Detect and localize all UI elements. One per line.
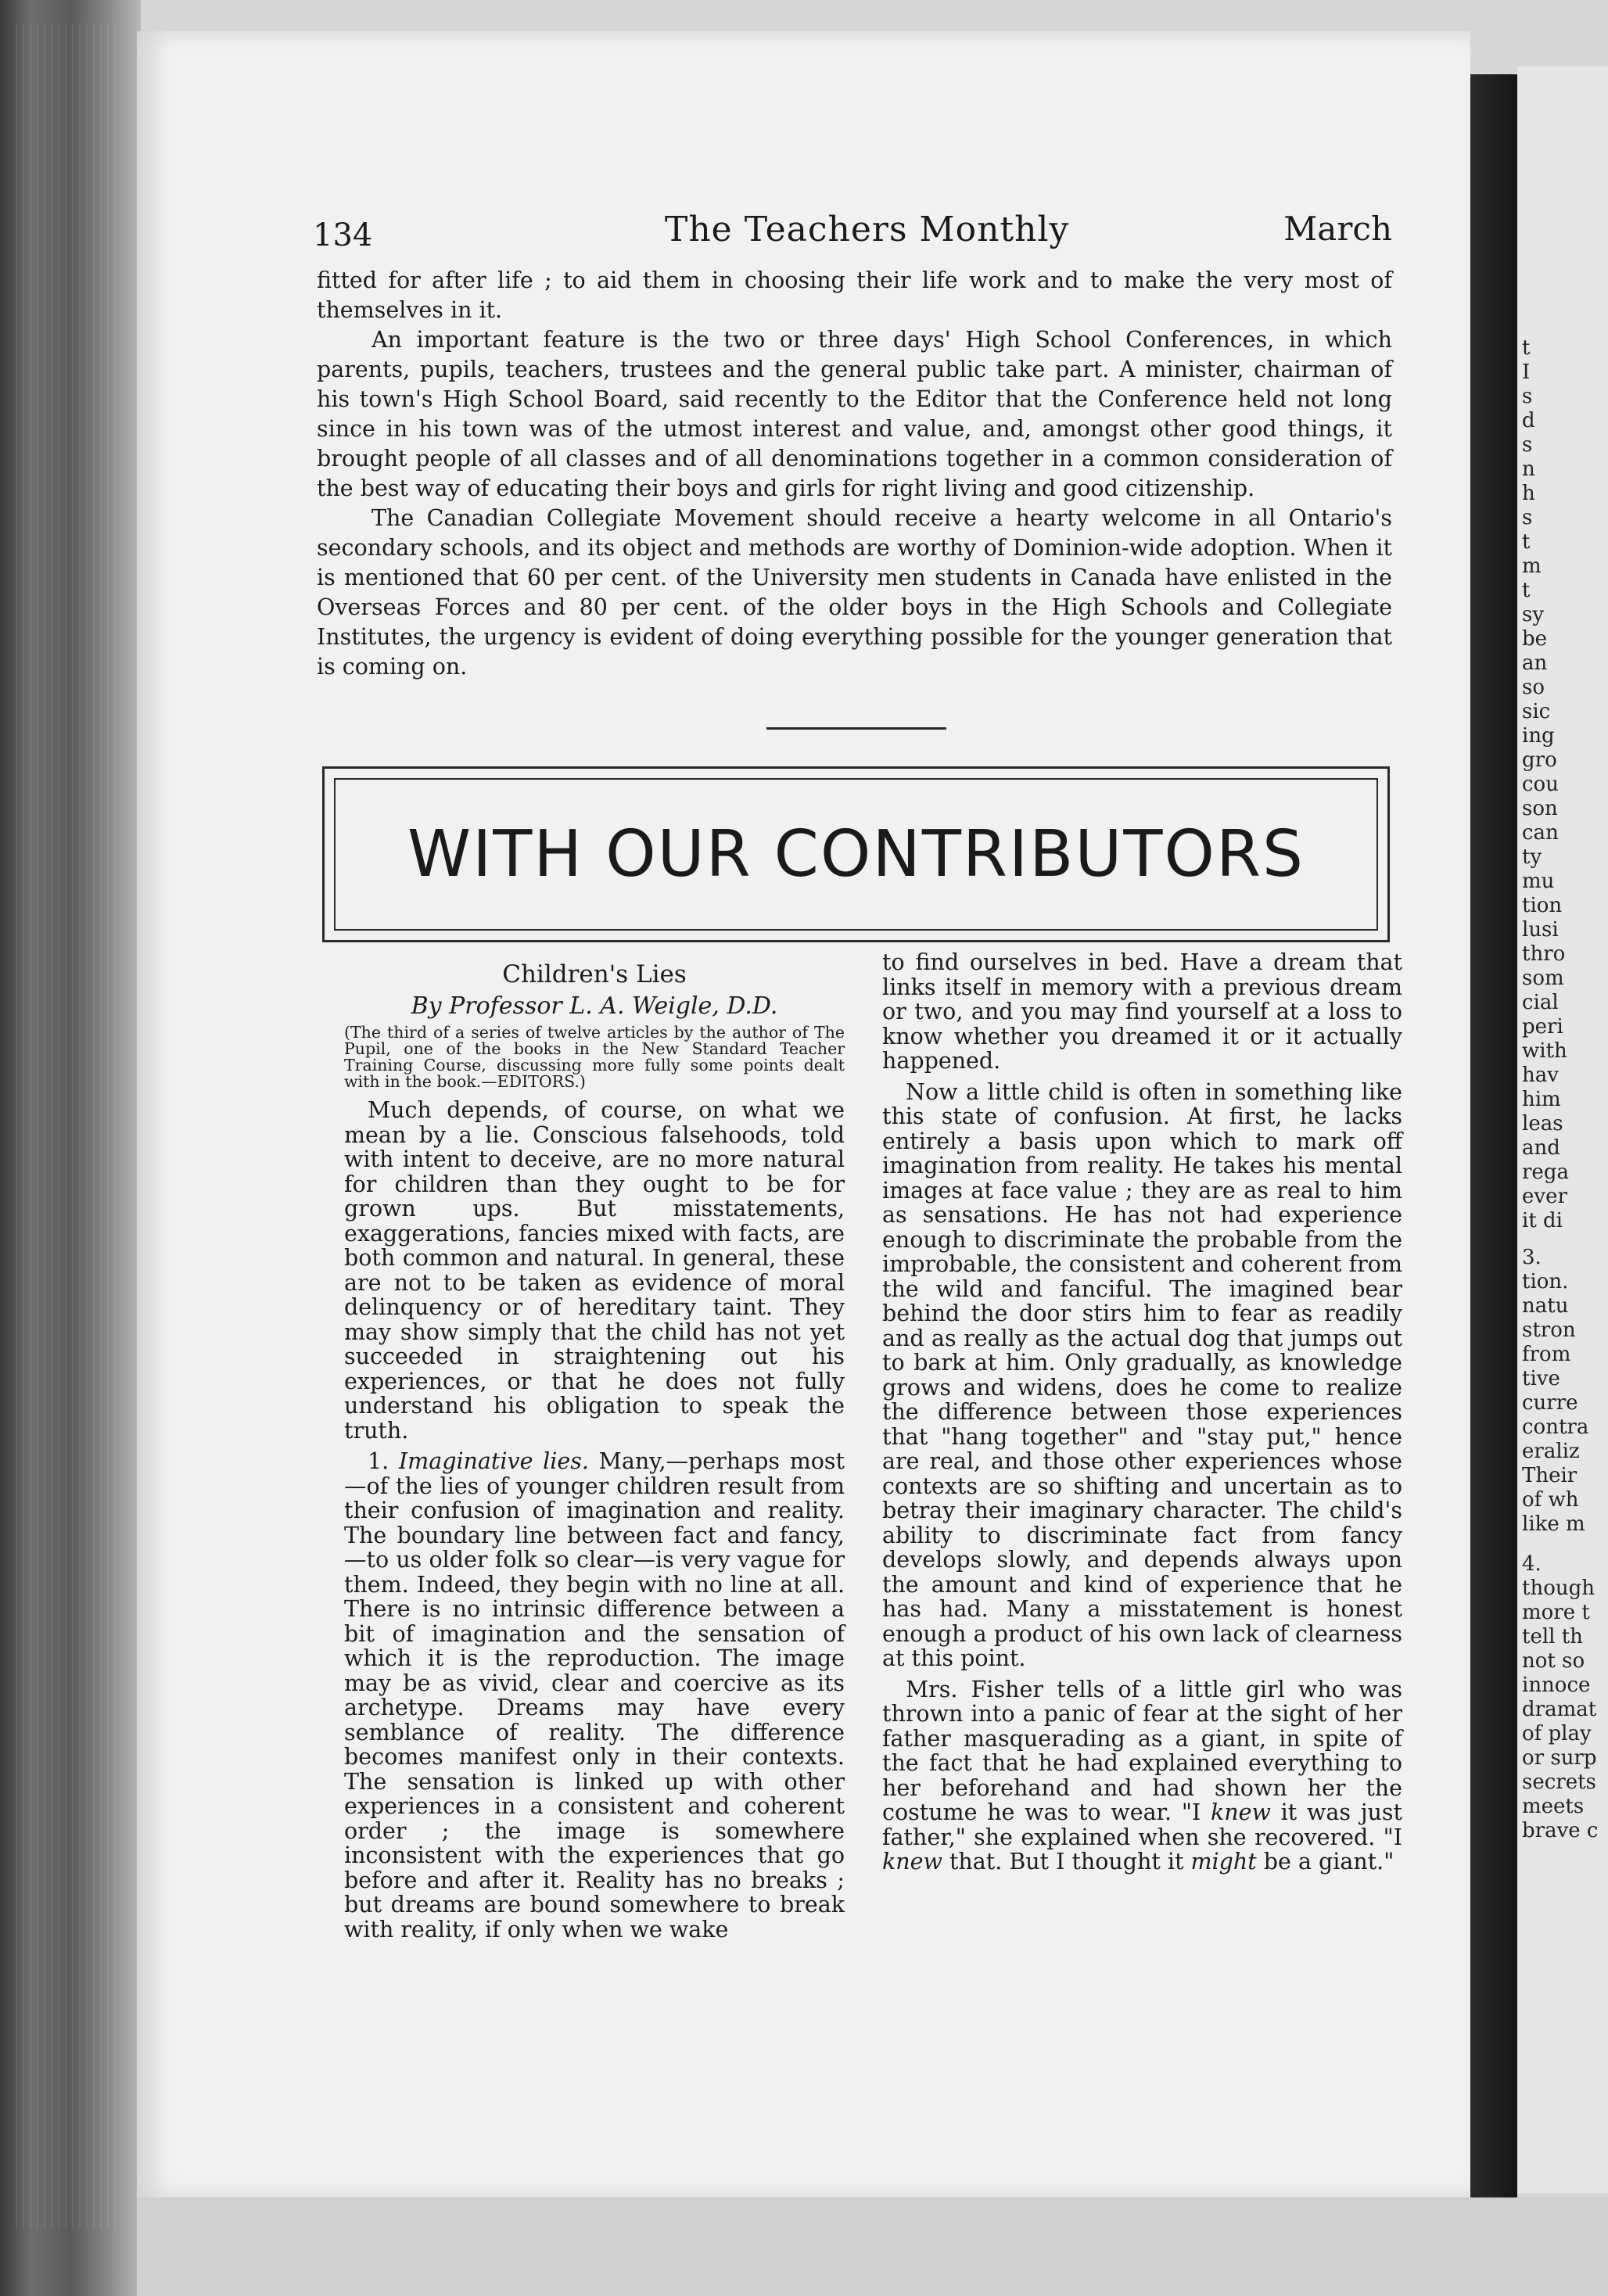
adjacent-page-fragment: can — [1522, 821, 1559, 845]
adjacent-page-fragment: I — [1522, 361, 1531, 384]
adjacent-page-fragment: son — [1522, 797, 1558, 820]
emphasis: knew — [1210, 1799, 1271, 1825]
adjacent-page-fragment: ty — [1522, 845, 1542, 869]
adjacent-page-fragment: h — [1522, 482, 1535, 505]
gutter-shadow — [1470, 74, 1517, 2201]
adjacent-page-fragment: rega — [1522, 1161, 1569, 1184]
intro-text — [317, 266, 1392, 682]
adjacent-page-fragment: hav — [1522, 1064, 1559, 1087]
article-byline: By Professor L. A. Weigle, D.D. — [411, 992, 778, 1020]
adjacent-page-fragment: secrets — [1522, 1770, 1596, 1794]
section-divider — [766, 727, 946, 730]
section-title: WITH OUR CONTRIBUTORS — [407, 817, 1305, 891]
adjacent-page-fragment: eraliz — [1522, 1440, 1580, 1463]
adjacent-page-fragment: not so — [1522, 1649, 1585, 1673]
section-banner — [322, 766, 1390, 942]
adjacent-page-fragment: him — [1522, 1088, 1561, 1111]
adjacent-page-fragment: 3. — [1522, 1246, 1542, 1269]
paragraph-text: that. But I thought it — [942, 1849, 1191, 1874]
adjacent-page-fragment: an — [1522, 651, 1548, 675]
emphasis: knew — [882, 1849, 942, 1874]
adjacent-page-fragment: natu — [1522, 1294, 1569, 1318]
article-column-left — [344, 950, 845, 1948]
adjacent-page-fragment: gro — [1522, 748, 1557, 772]
adjacent-page-fragment: s — [1522, 506, 1533, 529]
adjacent-page-fragment: of play — [1522, 1722, 1592, 1745]
adjacent-page-fragment: d — [1522, 409, 1535, 432]
adjacent-page-fragment: brave c — [1522, 1819, 1599, 1842]
adjacent-page-fragment: peri — [1522, 1015, 1563, 1039]
adjacent-page-fragment: leas — [1522, 1112, 1563, 1135]
adjacent-page-fragment: tive — [1522, 1367, 1560, 1390]
adjacent-page-fragment: contra — [1522, 1415, 1589, 1439]
adjacent-page-fragment: cou — [1522, 773, 1559, 796]
adjacent-page-fragment: lusi — [1522, 918, 1559, 942]
article-paragraph: Much depends, of course, on what we mean by a lie. Conscious falsehoods, told with intent to deceive, are no more natural for children than they ought to be for grown ups. But misstatements, exaggerations, fancies mixed with facts, are both common and natural. In general, these are not to be taken as evidence of moral delinquency or of hereditary taint. They may show simply that the child has not yet succeeded in straightening out his experiences, or that he does not fully understand his obligation to speak the truth. — [344, 1097, 845, 1444]
running-header — [313, 210, 1392, 257]
article-title: Children's Lies — [502, 960, 687, 988]
adjacent-page-fragment: and — [1522, 1136, 1560, 1160]
adjacent-page-fragment: sy — [1522, 603, 1545, 626]
adjacent-page-fragment: t — [1522, 579, 1531, 602]
paragraph-text: it was just father," she explained when she recovered. "I — [882, 1799, 1402, 1850]
adjacent-page-fragment: sic — [1522, 700, 1551, 723]
adjacent-page-fragment: of wh — [1522, 1488, 1579, 1512]
intro-paragraph: The Canadian Collegiate Movement should receive a hearty welcome in all Ontario's secondary schools, and its object and methods are worthy of Dominion-wide adoption. When it is mentioned that 60 per cent. of the University men students in Canada have enlisted in the Overseas Forces and 80 per cent. of the older boys in the High Schools and Collegiate Institutes, the urgency is evident of doing everything possible for the younger generation that is coming on. — [317, 505, 1392, 680]
paragraph-text: Mrs. Fisher tells of a little girl who was thrown into a panic of fear at the sight of her father masquerading as a giant, in spite of the fact that he had explained everything to her beforehand and had shown her the costume he was to wear. "I — [882, 1676, 1402, 1825]
adjacent-page-fragment: m — [1522, 554, 1542, 578]
article-paragraph — [882, 1677, 1402, 1874]
adjacent-page-fragment: with — [1522, 1039, 1567, 1063]
article-column-right — [882, 950, 1402, 1881]
adjacent-page-fragment: Their — [1522, 1464, 1577, 1487]
adjacent-page-fragment: innoce — [1522, 1674, 1591, 1697]
adjacent-page-fragment: tion — [1522, 894, 1563, 917]
adjacent-page-fragment: t — [1522, 336, 1531, 360]
scan-margin — [137, 2197, 1608, 2296]
adjacent-page-fragment: so — [1522, 676, 1545, 699]
banner-frame — [334, 778, 1378, 931]
paragraph-text: be a giant." — [1256, 1849, 1394, 1874]
book-binding — [0, 0, 141, 2296]
intro-paragraph: An important feature is the two or three days' High School Conferences, in which parents, pupils, teachers, trustees and the general public take part. A minister, chairman of his town's High School Board, said recently to the Editor that the Conference held not long since in his town was of the utmost interest and value, and, amongst other good things, it brought people of all classes and of all denominations together in a common consideration of the best way of educating their boys and girls for right living and good citizenship. — [317, 327, 1392, 501]
adjacent-page-fragment: mu — [1522, 870, 1555, 893]
paragraph-number: 1. — [368, 1448, 399, 1474]
article-paragraph: Now a little child is often in something like this state of confusion. At first, he lacks entirely a basis upon which to mark off imagination from reality. He takes his mental images at face value ; they are as real to him as sensations. He has not had experience enough to discriminate the probable from the improbable, the consistent and coherent from the wild and fanciful. The imagined bear behind the door stirs him to fear as readily and as really as the actual dog that jumps out to bark at him. Only gradually, as knowledge grows and widens, does he come to realize the difference between those experiences that "hang together" and "stay put," hence are real, and those other experiences whose contexts are so shifting and uncertain as to betray their imaginary character. The child's ability to discriminate fact from fancy develops slowly, and depends always upon the amount and kind of experience that he has had. Many a misstatement is honest enough a product of his own lack of clearness at this point. — [882, 1078, 1402, 1671]
adjacent-page-fragment: thro — [1522, 942, 1566, 966]
adjacent-page-fragment: it di — [1522, 1209, 1563, 1232]
adjacent-page-fragment: like m — [1522, 1512, 1585, 1536]
adjacent-page-fragment: stron — [1522, 1318, 1576, 1342]
adjacent-page-fragment: though — [1522, 1577, 1595, 1600]
page-edges — [16, 23, 117, 2229]
adjacent-page-fragment: meets — [1522, 1795, 1585, 1818]
editor-note: (The third of a series of twelve articles by the author of The Pupil, one of the books in the New Standard Teacher Training Course, discussing more fully some points dealt with in the book.—EDITORS.) — [344, 1023, 845, 1091]
page-number: 134 — [313, 217, 373, 253]
adjacent-page-fragment: be — [1522, 627, 1548, 651]
adjacent-page-fragment: more t — [1522, 1601, 1590, 1624]
adjacent-page-fragment: 4. — [1522, 1552, 1542, 1576]
adjacent-page-fragment: n — [1522, 457, 1535, 481]
paragraph-text: Many,—perhaps most—of the lies of younger children result from their confusion of imagination and reality. The boundary line between fact and fancy,—to us older folk so clear—is very vague for them. Indeed, they begin with no line at all. There is no intrinsic difference between a bit of imagination and the sensation of which it is the reproduction. The image may be as vivid, clear and coercive as its archetype. Dreams may have every semblance of reality. The difference becomes manifest only in their contexts. The sensation is linked up with other experiences in a consistent and coherent order ; the image is somewhere inconsistent with the experiences that go before and after it. Reality has no breaks ; but dreams are bound somewhere to break with reality, if only when we wake — [344, 1448, 845, 1943]
adjacent-page-fragment: t — [1522, 530, 1531, 554]
emphasis: might — [1190, 1849, 1257, 1874]
adjacent-page-fragment: s — [1522, 385, 1533, 408]
running-title: The Teachers Monthly — [665, 210, 1070, 249]
adjacent-page — [1517, 66, 1608, 2194]
subheading: Imaginative lies. — [398, 1448, 589, 1474]
adjacent-page-fragment: dramat — [1522, 1698, 1597, 1721]
intro-paragraph: fitted for after life ; to aid them in choosing their life work and to make the very most of themselves in it. — [317, 267, 1392, 323]
issue-month: March — [1283, 210, 1392, 248]
adjacent-page-fragment: tion. — [1522, 1270, 1569, 1293]
adjacent-page-fragment: tell th — [1522, 1625, 1583, 1648]
adjacent-page-fragment: s — [1522, 433, 1533, 457]
adjacent-page-fragment: cial — [1522, 991, 1559, 1014]
adjacent-page-fragment: som — [1522, 967, 1564, 990]
adjacent-page-fragment: ever — [1522, 1185, 1567, 1208]
article-paragraph: to find ourselves in bed. Have a dream that links itself in memory with a previous dream or two, and you may find yourself at a loss to know whether you dreamed it or it actually happened. — [882, 949, 1402, 1074]
adjacent-page-fragment: ing — [1522, 724, 1555, 748]
adjacent-page-fragment: from — [1522, 1343, 1571, 1366]
adjacent-page-fragment: or surp — [1522, 1746, 1597, 1770]
article-paragraph — [344, 1449, 845, 1942]
adjacent-page-fragment: curre — [1522, 1391, 1578, 1415]
